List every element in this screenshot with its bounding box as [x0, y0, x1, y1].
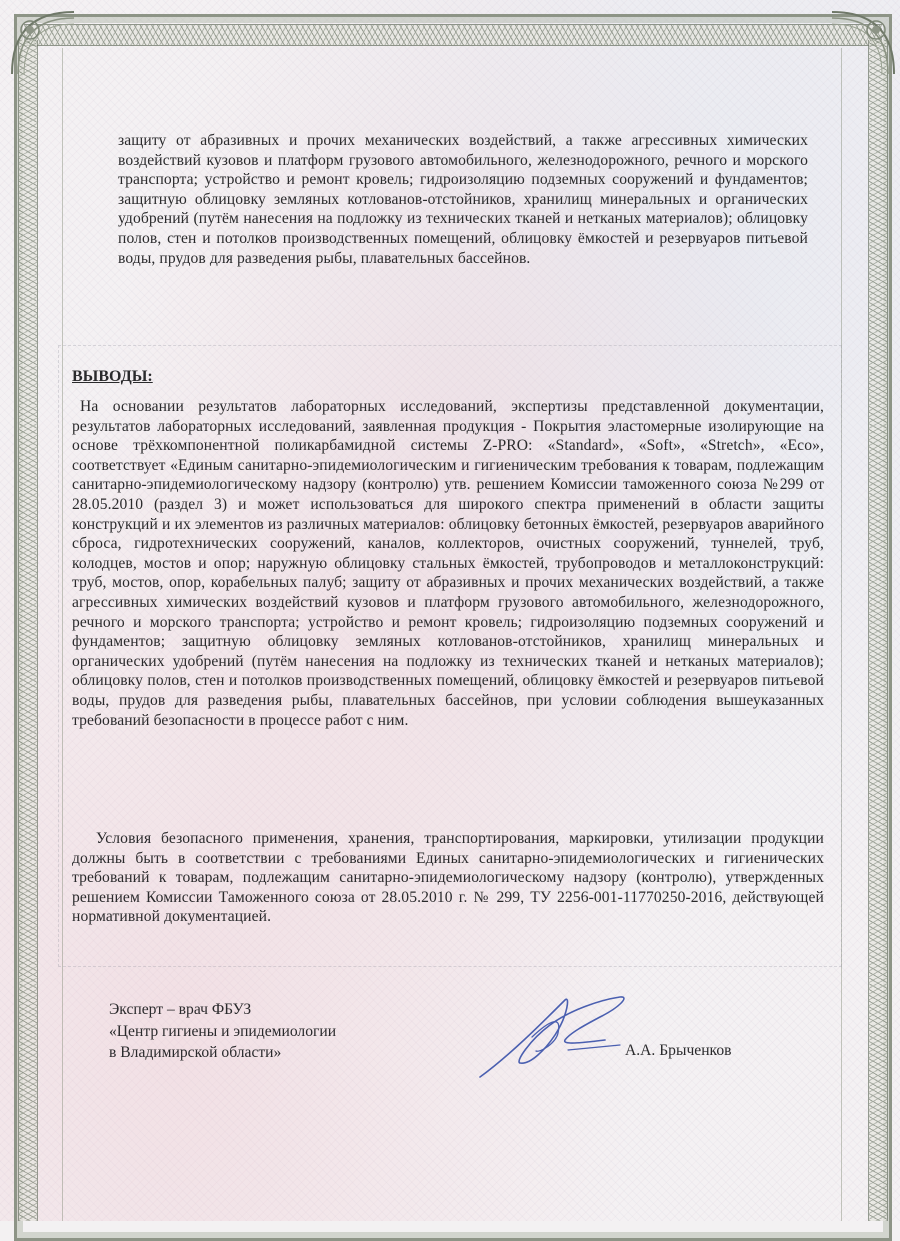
guilloche-right-border — [868, 40, 888, 1221]
guilloche-left-border — [18, 40, 38, 1221]
expert-organization: «Центр гигиены и эпидемиологии — [109, 1022, 337, 1040]
expert-title: Эксперт – врач ФБУЗ — [109, 1001, 252, 1018]
signer-name: А.А. Брыченков — [625, 1042, 732, 1059]
conclusions-paragraph: На основании результатов лабораторных исследований, экспертизы представленной документации, результатов лабораторных исследований, заявленная продукция - Покрытия эластомерные изолирующие на основе трёхкомпонентной поликарбамидной системы Z-PRO: «Standard», «Soft», «Stretch», «Eco», соответствует «Единым санитарно-эпидемиологическим и гигиеническим требования к товарам, подлежащим санитарно-эпидемиологическому надзору (контролю) утв. решением Комиссии таможенного союза №299 от 28.05.2010 (раздел 3) и может использоваться для широкого спектра применений в области защиты конструкций и их элементов из различных материалов: облицовку бетонных ёмкостей, резервуаров аварийного сброса, гидротехнических сооружений, каналов, коллекторов, очистных сооружений, туннелей, труб, колодцев, мостов и опор; наружную облицовку стальных ёмкостей, трубопроводов и металлоконструкций: труб, мостов, опор, корабельных палуб; защиту от абразивных и прочих механических воздействий, а также агрессивных химических воздействий кузовов и платформ грузового автомобильного, железнодорожного, речного и морского транспорта; устройство и ремонт кровель; гидроизоляцию подземных сооружений и фундаментов; защитную облицовку земляных котлованов-отстойников, хранилищ минеральных и органических удобрений (путём нанесения на подложку из технических тканей и нетканых материалов); облицовку полов, стен и потолков производственных помещений, облицовку ёмкостей и резервуаров питьевой воды, прудов для разведения рыбы, плавательных бассейнов, при условии соблюдения вышеуказанных требований безопасности в процессе работ с ним. — [72, 398, 824, 729]
continuation-paragraph: защиту от абразивных и прочих механических воздействий, а также агрессивных химических воздействий кузовов и платформ грузового автомобильного, железнодорожного, речного и морского транспорта; устройство и ремонт кровель; гидроизоляцию подземных сооружений и фундаментов; защитную облицовку земляных котлованов-отстойников, хранилищ минеральных и органических удобрений (путём нанесения на подложку из технических тканей и нетканых материалов); облицовку полов, стен и потолков производственных помещений, облицовку ёмкостей и резервуаров питьевой воды, прудов для разведения рыбы, плавательных бассейнов. — [118, 132, 808, 267]
expert-region: в Владимирской области» — [109, 1044, 282, 1061]
corner-ornament-icon — [8, 8, 78, 78]
conclusions-heading: ВЫВОДЫ: — [72, 368, 153, 385]
handwritten-signature-icon — [470, 985, 640, 1085]
expert-signature-block — [109, 999, 336, 1064]
corner-ornament-icon — [828, 8, 898, 78]
guilloche-top-border — [24, 24, 882, 46]
conditions-paragraph: Условия безопасного применения, хранения, транспортирования, маркировки, утилизации продукции должны быть в соответствии с требованиями Единых санитарно-эпидемиологических и гигиенических требований к товарам, подлежащим санитарно-эпидемиологическому надзору (контролю), утвержденных решением Комиссии Таможенного союза от 28.05.2010 г. № 299, ТУ 2256-001-11770250-2016, действующей нормативной документацией. — [72, 830, 824, 926]
